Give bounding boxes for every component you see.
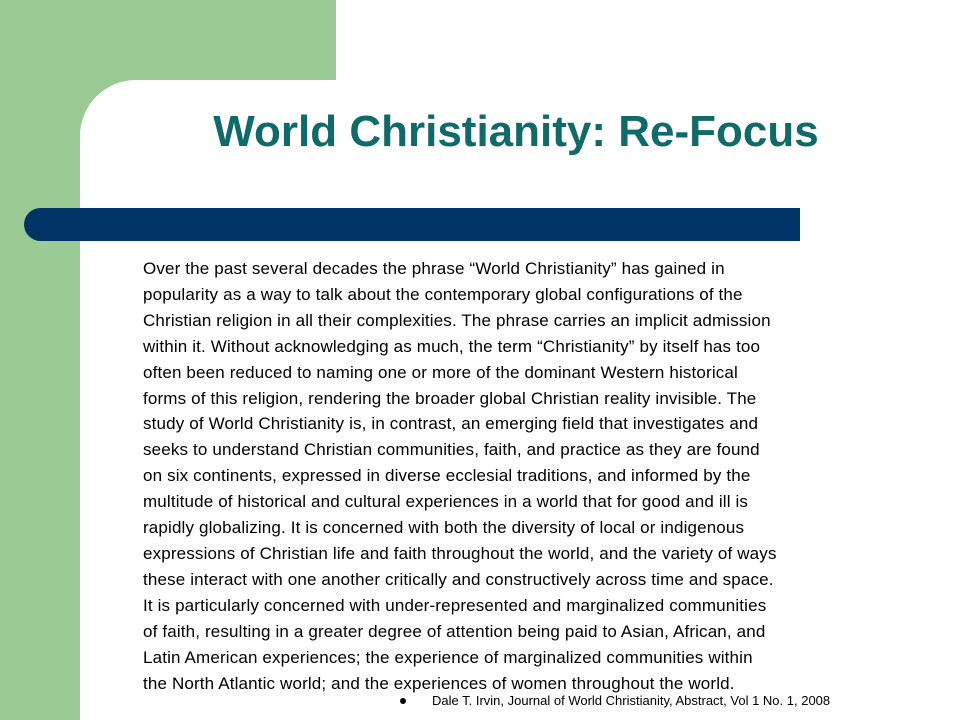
body-line: popularity as a way to talk about the contemporary global configurations of the	[143, 284, 743, 304]
body-line: often been reduced to naming one or more of the dominant Western historical	[143, 362, 738, 382]
body-line: Over the past several decades the phrase “World Christianity” has gained in	[143, 259, 725, 278]
citation	[400, 692, 940, 710]
body-line: Latin American experiences; the experience of marginalized communities within	[143, 647, 753, 667]
slide-title: World Christianity: Re-Focus	[213, 107, 819, 156]
bullet-icon	[400, 698, 406, 704]
body-line: multitude of historical and cultural experiences in a world that for good and ill is	[143, 492, 749, 512]
body-line: It is particularly concerned with under-represented and marginalized communities	[143, 595, 767, 615]
body-line: seeks to understand Christian communities, faith, and practice as they are found	[143, 440, 760, 460]
body-line: forms of this religion, rendering the broader global Christian reality invisible. The	[143, 388, 757, 408]
citation-text: Dale T. Irvin, Journal of World Christianity, Abstract, Vol 1 No. 1, 2008	[432, 693, 831, 708]
title-underline-bar	[24, 208, 800, 241]
body-line: these interact with one another critically and constructively across time and space.	[143, 569, 774, 589]
body-line: the North Atlantic world; and the experiences of women throughout the world.	[143, 673, 735, 693]
body-line: expressions of Christian life and faith throughout the world, and the variety of ways	[143, 543, 777, 563]
body-line: within it. Without acknowledging as much, the term “Christianity” by itself has too	[143, 336, 761, 356]
body-paragraph	[143, 256, 931, 696]
body-line: on six continents, expressed in diverse ecclesial traditions, and informed by the	[143, 466, 751, 486]
body-line: rapidly globalizing. It is concerned with both the diversity of local or indigenous	[143, 518, 745, 538]
body-line: of faith, resulting in a greater degree of attention being paid to Asian, African, and	[143, 621, 766, 641]
body-line: study of World Christianity is, in contrast, an emerging field that investigates and	[143, 414, 759, 434]
body-line: Christian religion in all their complexities. The phrase carries an implicit admission	[143, 310, 771, 330]
